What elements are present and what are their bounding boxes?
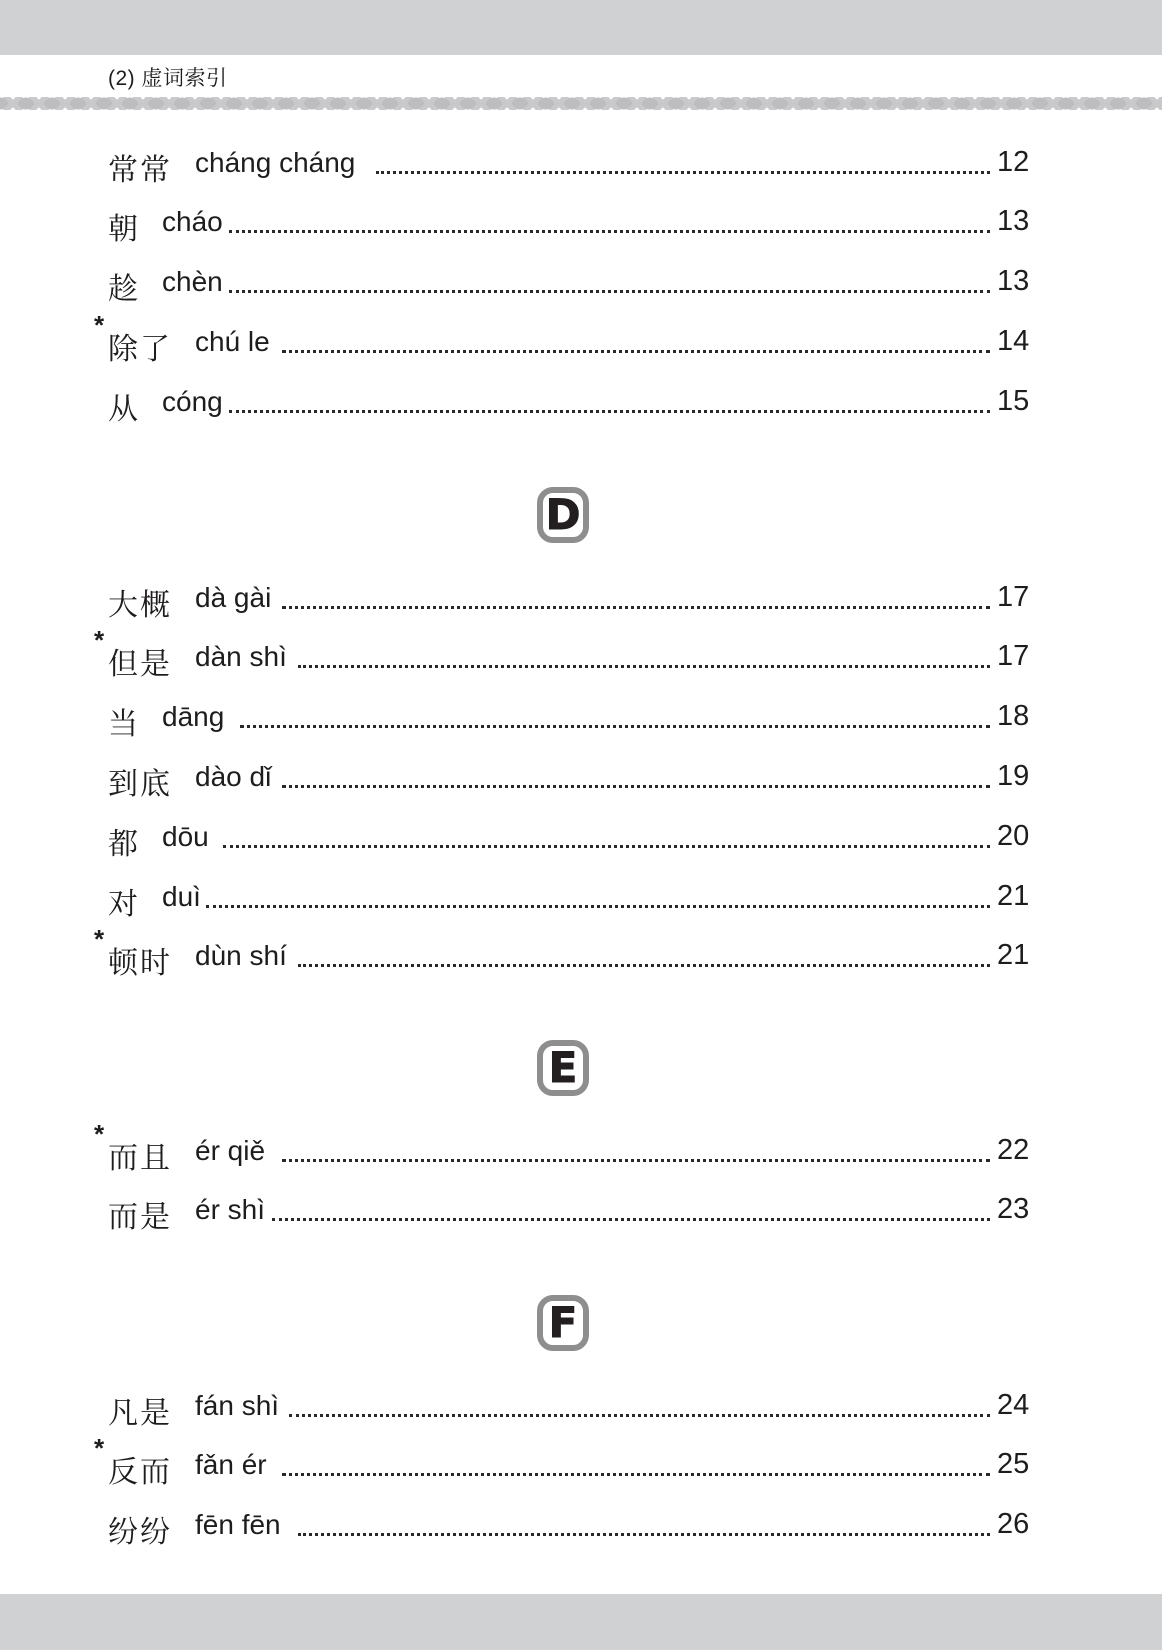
section-letter-badge-d xyxy=(537,487,589,543)
entry-hanzi: 而是 xyxy=(108,1200,172,1235)
entry-hanzi: 凡是 xyxy=(108,1396,172,1431)
entry-pinyin: chèn xyxy=(162,266,223,297)
dot-leader xyxy=(282,1473,990,1476)
entry-pinyin: dāng xyxy=(162,701,225,732)
star-marker: * xyxy=(94,1433,105,1463)
entry-hanzi: 趁 xyxy=(108,272,140,307)
entry-page-number: 20 xyxy=(997,820,1030,852)
dot-leader xyxy=(229,290,990,293)
entry-hanzi: 都 xyxy=(108,827,140,862)
entry-hanzi: 除了 xyxy=(108,332,172,367)
index-entry[interactable] xyxy=(0,141,1162,188)
index-entry[interactable] xyxy=(0,1188,1162,1235)
entry-page-number: 21 xyxy=(997,880,1030,912)
entry-page-number: 22 xyxy=(997,1134,1030,1166)
entry-page-number: 17 xyxy=(997,640,1030,672)
entry-pinyin: cháo xyxy=(162,206,223,237)
entry-page-number: 17 xyxy=(997,581,1030,613)
decorative-pattern-band xyxy=(0,97,1162,110)
entry-pinyin: dùn shí xyxy=(195,940,287,971)
dot-leader xyxy=(240,725,990,728)
entry-pinyin: cóng xyxy=(162,386,223,417)
entry-hanzi: 顿时 xyxy=(108,946,172,981)
entry-page-number: 24 xyxy=(997,1389,1030,1421)
entry-page-number: 25 xyxy=(997,1448,1030,1480)
entry-hanzi: 常常 xyxy=(108,153,172,188)
index-entry[interactable] xyxy=(0,815,1162,862)
entry-hanzi: 朝 xyxy=(108,212,140,247)
index-entry[interactable] xyxy=(0,695,1162,742)
entry-hanzi: 从 xyxy=(108,392,140,427)
index-entry[interactable] xyxy=(0,310,1162,367)
entry-page-number: 14 xyxy=(997,325,1030,357)
entry-page-number: 15 xyxy=(997,385,1030,417)
index-entry[interactable] xyxy=(0,1384,1162,1431)
index-entry[interactable] xyxy=(0,576,1162,623)
dot-leader xyxy=(229,410,990,413)
dot-leader xyxy=(229,230,990,233)
entry-hanzi: 对 xyxy=(108,887,140,922)
index-entry[interactable] xyxy=(0,924,1162,981)
star-marker: * xyxy=(94,625,105,655)
entry-page-number: 13 xyxy=(997,205,1030,237)
dot-leader xyxy=(298,665,990,668)
dot-leader xyxy=(282,350,990,353)
section-letter: F xyxy=(548,1298,578,1347)
entry-page-number: 21 xyxy=(997,939,1030,971)
index-entry[interactable] xyxy=(0,1119,1162,1176)
entry-pinyin: fǎn ér xyxy=(195,1449,267,1480)
index-entry[interactable] xyxy=(0,380,1162,427)
entry-pinyin: ér qiě xyxy=(195,1135,266,1166)
dot-leader xyxy=(282,1159,990,1162)
entry-hanzi: 而且 xyxy=(108,1141,172,1176)
entry-pinyin: fán shì xyxy=(195,1390,280,1421)
entry-pinyin: dàn shì xyxy=(195,641,287,672)
entry-pinyin: ér shì xyxy=(195,1194,266,1225)
entry-page-number: 12 xyxy=(997,146,1030,178)
entry-hanzi: 但是 xyxy=(108,647,172,682)
section-letter: D xyxy=(545,490,581,539)
entry-hanzi: 当 xyxy=(108,707,140,742)
entry-page-number: 18 xyxy=(997,700,1030,732)
star-marker: * xyxy=(94,924,105,954)
entry-pinyin: dà gài xyxy=(195,582,272,613)
dot-leader xyxy=(298,1533,990,1536)
index-entry[interactable] xyxy=(0,1503,1162,1550)
entry-hanzi: 反而 xyxy=(108,1455,172,1490)
entry-pinyin: fēn fēn xyxy=(195,1509,281,1540)
page-header-title: (2) 虚词索引 xyxy=(108,67,228,90)
top-margin-bar xyxy=(0,0,1162,55)
entry-pinyin: cháng cháng xyxy=(195,147,356,178)
section-letter-badge-e xyxy=(537,1040,589,1096)
dot-leader xyxy=(223,845,990,848)
dot-leader xyxy=(272,1218,990,1221)
entry-page-number: 23 xyxy=(997,1193,1030,1225)
section-letter-badge-f xyxy=(537,1295,589,1351)
bottom-margin-bar xyxy=(0,1594,1162,1650)
star-marker: * xyxy=(94,1119,105,1149)
entry-hanzi: 纷纷 xyxy=(108,1515,172,1550)
dot-leader xyxy=(282,785,990,788)
entry-hanzi: 到底 xyxy=(108,767,172,802)
index-entry[interactable] xyxy=(0,200,1162,247)
index-entry[interactable] xyxy=(0,755,1162,802)
dot-leader xyxy=(376,171,990,174)
dot-leader xyxy=(289,1414,990,1417)
entry-pinyin: duì xyxy=(162,881,201,912)
index-entry[interactable] xyxy=(0,260,1162,307)
dot-leader xyxy=(298,964,990,967)
entry-pinyin: dōu xyxy=(162,821,209,852)
entry-page-number: 19 xyxy=(997,760,1030,792)
star-marker: * xyxy=(94,310,105,340)
dot-leader xyxy=(206,905,990,908)
section-letter: E xyxy=(548,1043,578,1092)
entry-page-number: 13 xyxy=(997,265,1030,297)
entry-hanzi: 大概 xyxy=(108,588,172,623)
index-entry[interactable] xyxy=(0,1433,1162,1490)
index-entry[interactable] xyxy=(0,875,1162,922)
entry-page-number: 26 xyxy=(997,1508,1030,1540)
entry-pinyin: dào dǐ xyxy=(195,761,272,792)
entry-pinyin: chú le xyxy=(195,326,270,357)
dot-leader xyxy=(282,606,990,609)
index-entry[interactable] xyxy=(0,625,1162,682)
